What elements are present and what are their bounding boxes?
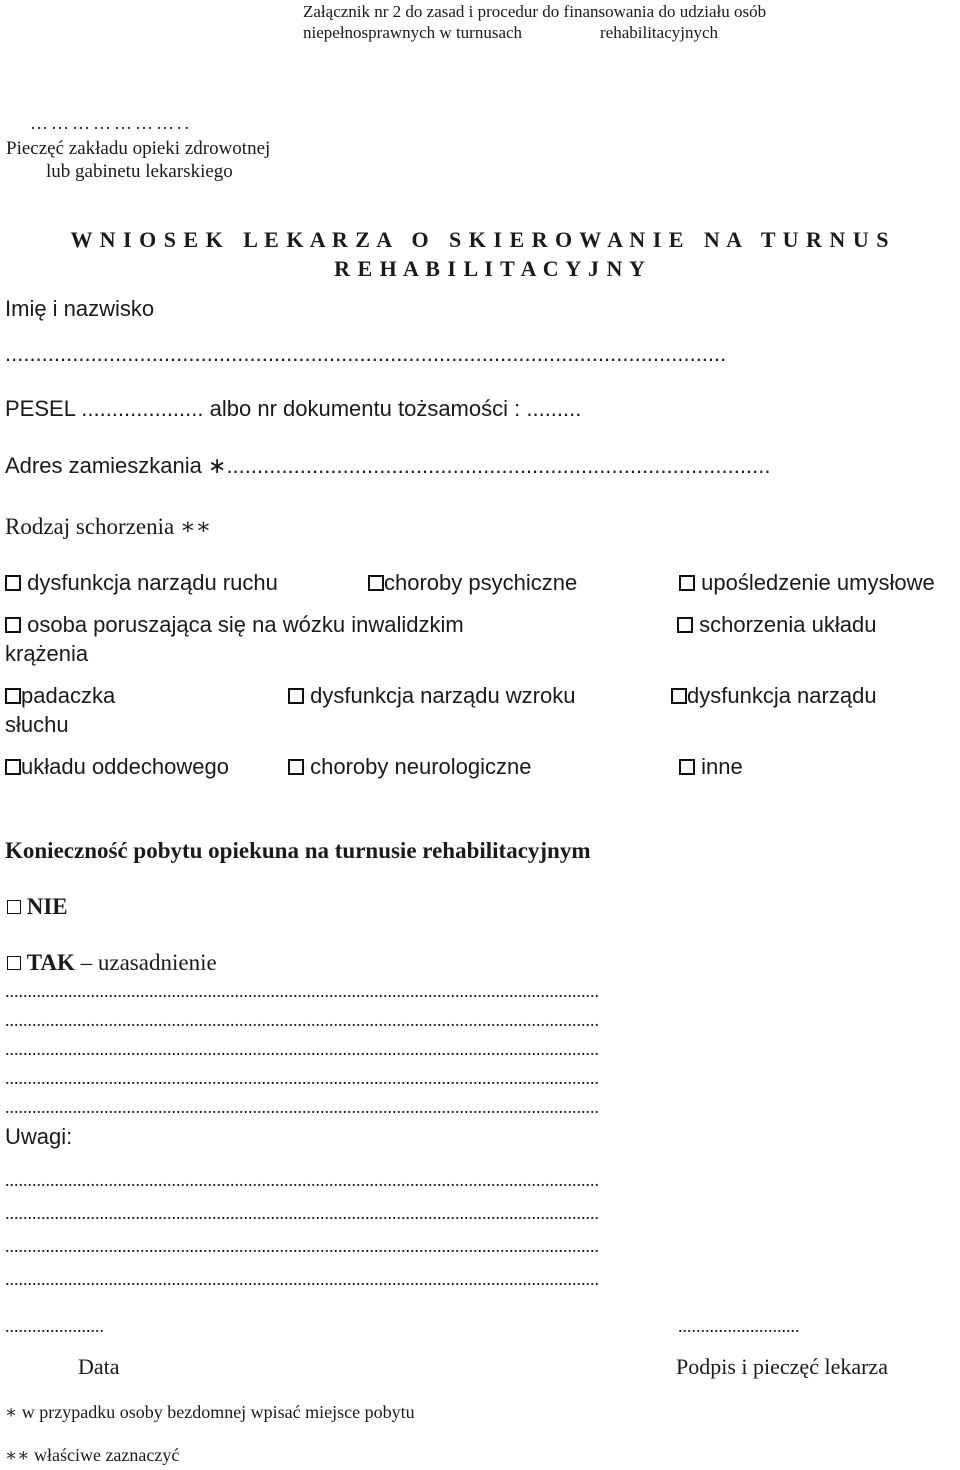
option-circulatory[interactable]: [677, 612, 876, 638]
caregiver-heading: Konieczność pobytu opiekuna na turnusie rehabilitacyjnym: [5, 838, 591, 863]
option-motor[interactable]: [5, 570, 278, 596]
annex-note-line1: Załącznik nr 2 do zasad i procedur do finansowania do udziału osób: [303, 2, 767, 21]
pesel-label: PESEL: [5, 396, 76, 421]
option-mental[interactable]: [679, 570, 935, 596]
option-label: osoba poruszająca się na wózku inwalidzkim: [27, 612, 464, 637]
option-hearing[interactable]: [671, 683, 877, 709]
address-footnote-marker: ∗: [208, 453, 227, 478]
justification-line[interactable]: ....................................................................................................................................: [5, 1097, 599, 1117]
signature-field[interactable]: ...........................: [678, 1316, 800, 1336]
diseases-heading: Rodzaj schorzenia: [5, 514, 175, 539]
name-label: Imię i nazwisko: [5, 296, 155, 321]
address-row: [5, 453, 770, 479]
checkbox-icon[interactable]: [5, 759, 21, 775]
footnote-1: [5, 1402, 415, 1423]
notes-label: Uwagi:: [5, 1124, 73, 1149]
option-label: dysfunkcja narządu wzroku: [310, 683, 576, 708]
footnote-marker: ∗∗: [5, 1445, 30, 1465]
option-label: upośledzenie umysłowe: [701, 570, 935, 595]
option-hearing-continuation: słuchu: [5, 712, 69, 737]
option-label: inne: [701, 754, 743, 779]
option-label: dysfunkcja narządu: [687, 683, 877, 708]
checkbox-icon[interactable]: [677, 617, 693, 633]
justification-line[interactable]: ....................................................................................................................................: [5, 1010, 599, 1030]
option-other[interactable]: [679, 754, 743, 780]
name-field[interactable]: ......................................................................................................................: [5, 341, 727, 366]
diseases-footnote-marker: ∗∗: [179, 514, 212, 539]
option-respiratory[interactable]: [5, 754, 229, 780]
signature-label: Podpis i pieczęć lekarza: [676, 1354, 888, 1379]
justification-line[interactable]: ....................................................................................................................................: [5, 1039, 599, 1059]
caregiver-option-no[interactable]: [7, 894, 68, 920]
stamp-label-line1: Pieczęć zakładu opieki zdrowotnej: [6, 138, 271, 159]
justification-label: uzasadnienie: [97, 950, 217, 975]
checkbox-icon[interactable]: [671, 688, 687, 704]
option-psychiatric[interactable]: [368, 570, 577, 596]
notes-line[interactable]: ....................................................................................................................................: [5, 1236, 599, 1256]
option-epilepsy[interactable]: [5, 683, 115, 709]
footnote-2: [5, 1445, 179, 1466]
checkbox-icon[interactable]: [368, 575, 384, 591]
option-label: układu oddechowego: [21, 754, 229, 779]
footnote-marker: ∗: [5, 1402, 18, 1422]
justification-line[interactable]: ....................................................................................................................................: [5, 1068, 599, 1088]
checkbox-icon[interactable]: [5, 575, 21, 591]
option-label: choroby psychiczne: [384, 570, 578, 595]
option-vision[interactable]: [288, 683, 575, 709]
caregiver-option-yes[interactable]: [7, 950, 217, 976]
form-title-line2: R E H A B I L I T A C Y J N Y: [334, 256, 646, 281]
notes-line[interactable]: ....................................................................................................................................: [5, 1203, 599, 1223]
option-label: TAK: [26, 950, 75, 975]
notes-line[interactable]: ....................................................................................................................................: [5, 1269, 599, 1289]
option-wheelchair[interactable]: [5, 612, 464, 638]
checkbox-icon[interactable]: [5, 688, 21, 704]
date-field[interactable]: ......................: [5, 1316, 104, 1336]
option-label: padaczka: [21, 683, 116, 708]
pesel-field[interactable]: ....................: [81, 396, 204, 421]
date-label: Data: [78, 1354, 120, 1379]
checkbox-icon[interactable]: [679, 575, 695, 591]
checkbox-icon[interactable]: [7, 956, 21, 970]
address-field[interactable]: .........................................................................................: [226, 453, 771, 478]
stamp-label-line2: lub gabinetu lekarskiego: [46, 161, 233, 182]
notes-line[interactable]: ....................................................................................................................................: [5, 1170, 599, 1190]
checkbox-icon[interactable]: [288, 759, 304, 775]
checkbox-icon[interactable]: [679, 759, 695, 775]
diseases-heading-row: [5, 514, 211, 540]
checkbox-icon[interactable]: [5, 617, 21, 633]
pesel-field-row: [5, 396, 581, 422]
annex-note-line2-b: rehabilitacyjnych: [600, 23, 719, 42]
option-circulatory-continuation: krążenia: [5, 641, 89, 666]
dash: –: [80, 950, 93, 975]
annex-note-line2-a: niepełnosprawnych w turnusach: [303, 23, 523, 42]
option-label: NIE: [26, 894, 68, 919]
footnote-text: w przypadku osoby bezdomnej wpisać miejsce pobytu: [21, 1402, 415, 1422]
checkbox-icon[interactable]: [7, 900, 21, 914]
option-label: choroby neurologiczne: [310, 754, 532, 779]
justification-line[interactable]: ....................................................................................................................................: [5, 981, 599, 1001]
option-label: dysfunkcja narządu ruchu: [27, 570, 278, 595]
footnote-text: właściwe zaznaczyć: [33, 1445, 180, 1465]
form-title-line1: W N I O S E K L E K A R Z A O S K I E R O W A N I E N A T U R N U S: [70, 227, 890, 252]
id-document-label: albo nr dokumentu tożsamości :: [209, 396, 521, 421]
id-document-field[interactable]: .........: [526, 396, 582, 421]
checkbox-icon[interactable]: [288, 688, 304, 704]
option-label: schorzenia układu: [699, 612, 877, 637]
option-neurological[interactable]: [288, 754, 532, 780]
address-label: Adres zamieszkania: [5, 453, 202, 478]
stamp-dots: …………………..: [30, 113, 192, 133]
